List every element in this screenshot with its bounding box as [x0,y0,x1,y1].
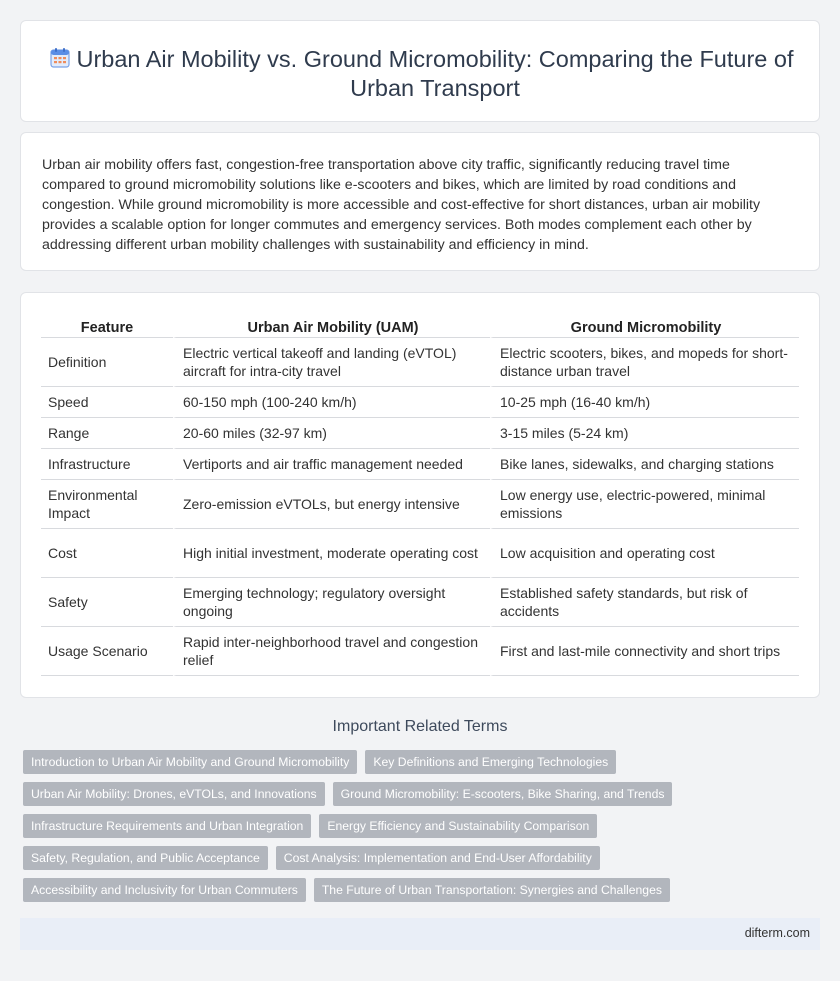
table-row [41,529,799,578]
row-uam: Rapid inter-neighborhood travel and congestion relief [173,627,490,676]
table-row [41,578,799,627]
page-title: Urban Air Mobility vs. Ground Micromobility: Comparing the Future of Urban Transport [76,46,794,101]
tag-row [23,878,823,902]
tag-row [23,814,823,838]
row-uam: High initial investment, moderate operating cost [173,529,490,578]
header-feature: Feature [41,316,173,338]
row-feature: Cost [41,529,173,578]
row-feature: Infrastructure [41,449,173,480]
related-term-tag[interactable]: Safety, Regulation, and Public Acceptance [23,846,268,870]
table-row [41,387,799,418]
row-uam: Emerging technology; regulatory oversight ongoing [173,578,490,627]
header-card [20,20,820,122]
related-term-tag[interactable]: Infrastructure Requirements and Urban Integration [23,814,311,838]
table-row [41,338,799,387]
intro-paragraph: Urban air mobility offers fast, congestion-free transportation above city traffic, significantly reducing travel time compared to ground micromobility solutions like e-scooters and bikes, which are limited by road conditions and congestion. While ground micromobility is more accessible and cost-effective for short distances, urban air mobility provides a scalable option for longer commutes and emergency services. Both modes complement each other by addressing different urban mobility challenges with sustainability and efficiency in mind. [42,157,761,253]
footer [20,918,820,950]
table-row [41,418,799,449]
row-uam: Electric vertical takeoff and landing (eVTOL) aircraft for intra-city travel [173,338,490,387]
comparison-table-card [20,292,820,698]
related-term-tag[interactable]: Accessibility and Inclusivity for Urban Commuters [23,878,306,902]
table-row [41,480,799,529]
footer-site-link[interactable]: difterm.com [744,926,810,940]
intro-card [20,132,820,271]
table-row [41,449,799,480]
table-row [41,627,799,676]
row-ground: 10-25 mph (16-40 km/h) [490,387,799,418]
comparison-table [41,316,799,676]
row-feature: Safety [41,578,173,627]
related-terms-list [23,750,823,910]
header-uam: Urban Air Mobility (UAM) [173,316,490,338]
row-feature: Speed [41,387,173,418]
row-uam: Vertiports and air traffic management needed [173,449,490,480]
related-term-tag[interactable]: Key Definitions and Emerging Technologies [365,750,616,774]
row-uam: 60-150 mph (100-240 km/h) [173,387,490,418]
table-header-row [41,316,799,338]
row-feature: Usage Scenario [41,627,173,676]
row-uam: Zero-emission eVTOLs, but energy intensive [173,480,490,529]
related-term-tag[interactable]: Urban Air Mobility: Drones, eVTOLs, and Innovations [23,782,325,806]
row-feature: Environmental Impact [41,480,173,529]
related-term-tag[interactable]: The Future of Urban Transportation: Synergies and Challenges [314,878,670,902]
related-terms-title: Important Related Terms [332,718,508,735]
title-row [47,45,799,103]
tag-row [23,782,823,806]
row-feature: Definition [41,338,173,387]
calendar-grid-icon [49,47,71,69]
row-ground: Bike lanes, sidewalks, and charging stations [490,449,799,480]
row-ground: Established safety standards, but risk of accidents [490,578,799,627]
header-ground: Ground Micromobility [490,316,799,338]
row-ground: First and last-mile connectivity and short trips [490,627,799,676]
row-feature: Range [41,418,173,449]
tag-row [23,750,823,774]
tag-row [23,846,823,870]
row-ground: Low acquisition and operating cost [490,529,799,578]
row-ground: Low energy use, electric-powered, minimal emissions [490,480,799,529]
row-ground: 3-15 miles (5-24 km) [490,418,799,449]
related-term-tag[interactable]: Cost Analysis: Implementation and End-User Affordability [276,846,600,870]
related-term-tag[interactable]: Energy Efficiency and Sustainability Comparison [319,814,597,838]
related-term-tag[interactable]: Introduction to Urban Air Mobility and Ground Micromobility [23,750,357,774]
row-uam: 20-60 miles (32-97 km) [173,418,490,449]
related-term-tag[interactable]: Ground Micromobility: E-scooters, Bike Sharing, and Trends [333,782,673,806]
row-ground: Electric scooters, bikes, and mopeds for short-distance urban travel [490,338,799,387]
